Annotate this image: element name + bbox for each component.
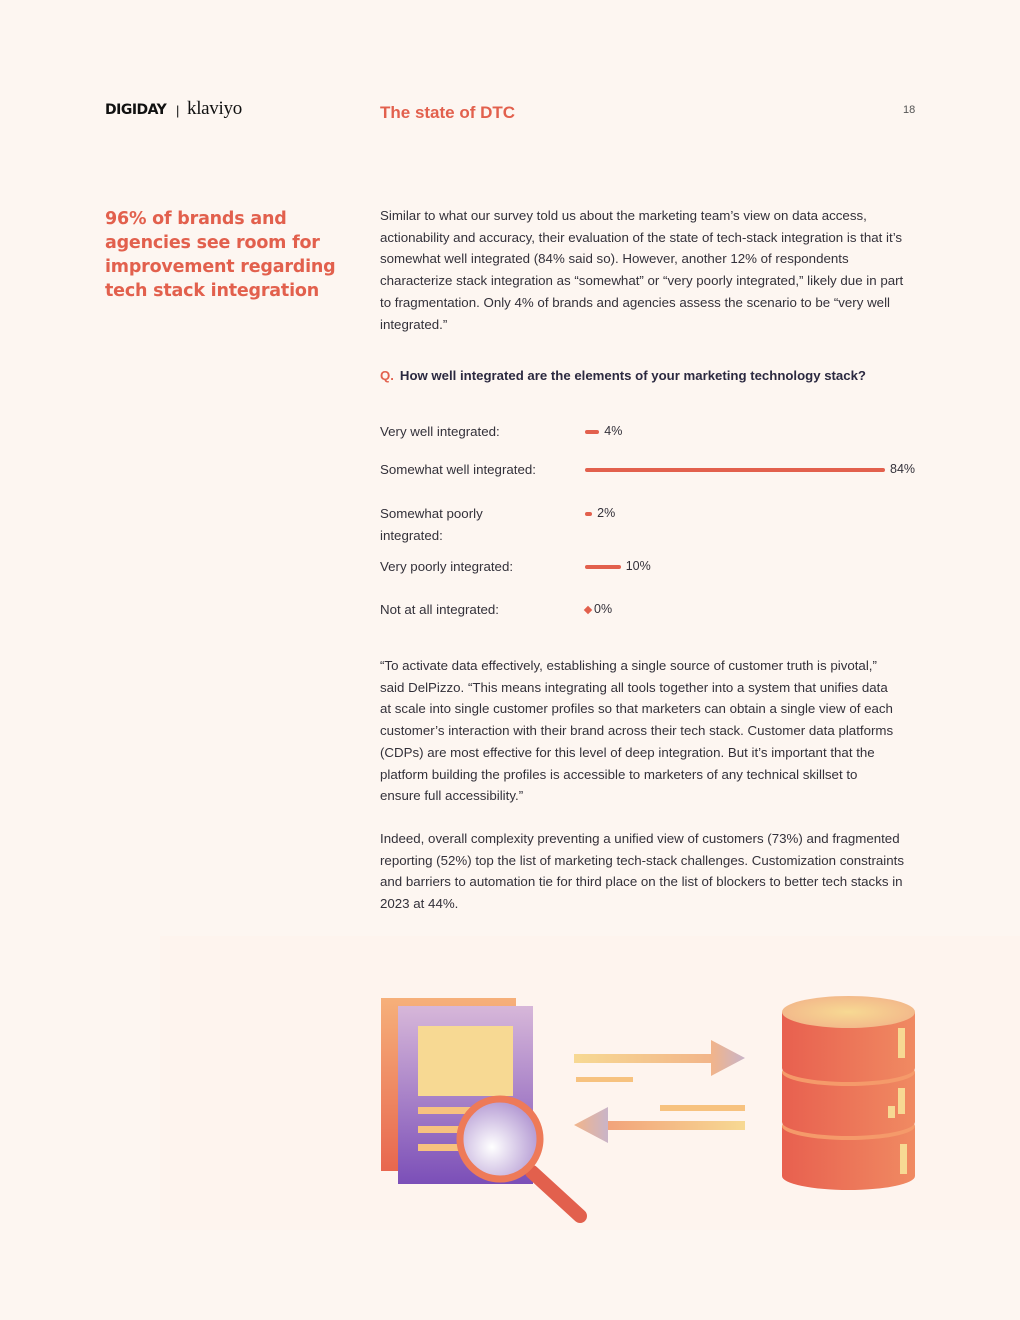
report-title: The state of DTC (380, 103, 516, 122)
klaviyo-logo: klaviyo (187, 98, 242, 119)
chart-value-label: 0% (594, 602, 613, 616)
survey-question (380, 368, 940, 383)
chart-bar (585, 468, 885, 472)
question-text: How well integrated are the elements of your marketing technology stack? (399, 368, 866, 383)
chart-bar (585, 565, 621, 569)
digiday-logo: DIGIDAY (105, 102, 167, 118)
quote-paragraph: “To activate data effectively, establishing a single source of customer truth is pivotal,” said DelPizzo. “This means integrating all tools together into a system that unifies data at scale into single customer profiles so that marketers can obtain a single view of each customer’s interaction with their brand across their tech stack. Customer data platforms (CDPs) are most effective for this level of deep integration. But it’s important that the platform building the profiles is accessible to marketers of any technical skillset to ensure full accessibility.” (380, 658, 894, 804)
chart-category-label: Very poorly integrated: (380, 559, 514, 574)
section-heading: 96% of brands and agencies see room for improvement regarding tech stack integration (105, 209, 336, 301)
chart-bar (585, 430, 599, 434)
page-number: 18 (903, 104, 916, 116)
chart-bar (585, 512, 592, 516)
intro-paragraph: Similar to what our survey told us about the marketing team’s view on data access, actionability and accuracy, their evaluation of the state of tech-stack integration is that it’s somewhat well integrated (84% said so). However, another 12% of respondents characterize stack integration as “somewhat” or “very poorly integrated,” likely due in part to fragmentation. Only 4% of brands and agencies assess the scenario to be “very well integrated.” (380, 208, 904, 332)
question-prefix: Q. (380, 368, 394, 383)
chart-category-label: Not at all integrated: (380, 602, 500, 617)
chart-category-label: Somewhat poorly integrated: (380, 506, 483, 543)
closing-paragraph: Indeed, overall complexity preventing a unified view of customers (73%) and fragmented reporting (52%) top the list of marketing tech-stack challenges. Customization constraints and barriers to automation tie for third place on the list of blockers to better tech stacks in 2023 at 44%. (380, 831, 904, 912)
integration-illustration (0, 930, 1020, 1230)
chart-value-label: 2% (597, 506, 616, 520)
chart-category-label: Very well integrated: (380, 424, 500, 439)
chart-value-label: 84% (890, 462, 916, 476)
database-icon (782, 996, 915, 1190)
chart-category-label: Somewhat well integrated: (380, 462, 536, 477)
logo-separator: | (176, 103, 180, 118)
chart-value-label: 10% (625, 559, 651, 573)
chart-bar (584, 606, 592, 614)
chart-value-label: 4% (604, 424, 623, 438)
